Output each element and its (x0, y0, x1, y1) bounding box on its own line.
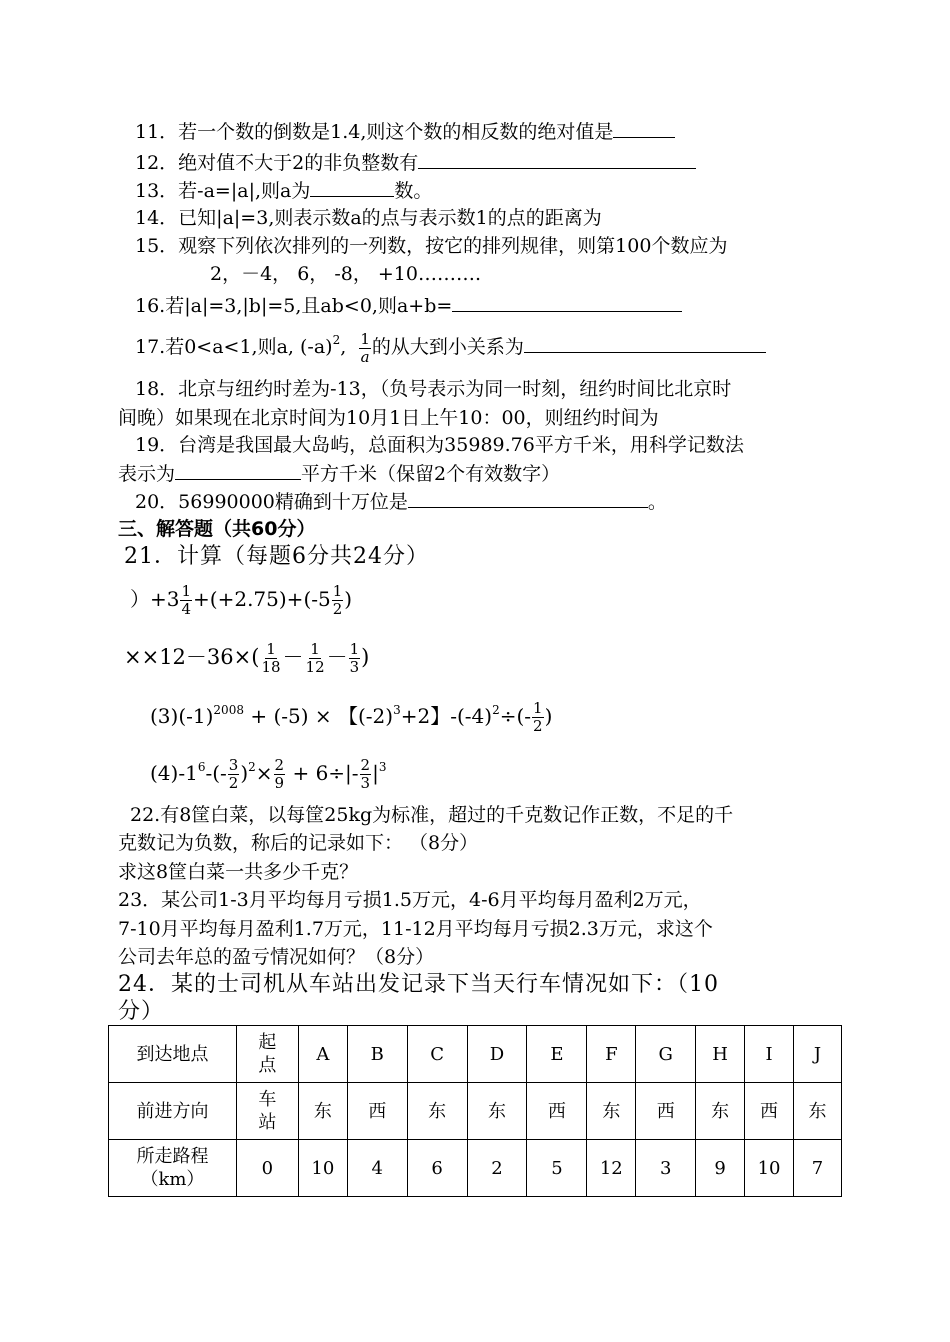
table-row-destination (109, 1026, 842, 1083)
fraction-one-over-a: $\frac{1}{a}$ (360, 329, 370, 366)
fraction-1-2: $\frac{1}{2}$ (533, 699, 543, 735)
question-16: 16.若|a|=3,|b|=5,且ab<0,则a+b= (135, 293, 682, 318)
table-cell: 西 (745, 1083, 794, 1140)
table-cell: 东 (696, 1083, 745, 1140)
table-cell: 西 (347, 1083, 407, 1140)
table-cell: C (407, 1026, 467, 1083)
question-23-line3: 公司去年总的盈亏情况如何？（8分） (118, 946, 435, 968)
sequence-line: 2，－4， 6， -8， +10………. (210, 263, 482, 285)
question-23-line1: 23．某公司1-3月平均每月亏损1.5万元，4-6月平均每月盈利2万元， (118, 889, 702, 911)
table-cell: 2 (467, 1140, 527, 1197)
answer-blank[interactable] (408, 489, 648, 508)
table-cell: 6 (407, 1140, 467, 1197)
question-18-line1: 18．北京与纽约时差为-13，（负号表示为同一时刻，纽约时间比北京时 (135, 378, 732, 400)
table-cell: 12 (587, 1140, 636, 1197)
table-cell: 西 (527, 1083, 587, 1140)
table-cell: J (794, 1026, 842, 1083)
question-22-line3: 求这8筐白菜一共多少千克？ (118, 861, 359, 883)
question-19-line1: 19．台湾是我国最大岛屿，总面积为35989.76平方千米，用科学记数法 (135, 434, 744, 456)
table-cell: 东 (587, 1083, 636, 1140)
question-17: 17.若0<a<1,则a, $(-a)^2$, $\frac{1}{a}$ 的从大到小关系为 (135, 328, 766, 366)
answer-blank[interactable] (613, 119, 675, 138)
question-14: 14．已知|a|=3,则表示数a的点与表示数1的点的距离为 (135, 207, 602, 229)
question-24-line2: 分） (118, 999, 165, 1024)
table-cell: G (636, 1026, 696, 1083)
section-three-heading: 三、解答题（共60分） (118, 518, 316, 540)
question-13: 13．若-a=|a|,则a为 数。 (135, 180, 433, 202)
table-cell: D (467, 1026, 527, 1083)
table-cell: 10 (745, 1140, 794, 1197)
table-cell: 前进方向 (109, 1083, 237, 1140)
fraction-1-4: $\frac{1}{4}$ (181, 582, 192, 618)
table-cell: 所走路程（km） (109, 1140, 237, 1197)
answer-blank[interactable] (175, 461, 301, 480)
fraction-2-3: $\frac{2}{3}$ (360, 756, 371, 792)
table-cell: 起点 (236, 1026, 298, 1083)
answer-blank[interactable] (524, 334, 766, 353)
table-cell: 东 (407, 1083, 467, 1140)
question-22-line1: 22.有8筐白菜，以每筐25kg为标准，超过的千克数记作正数，不足的千 (130, 804, 734, 826)
table-cell: F (587, 1026, 636, 1083)
fraction-2-9: $\frac{2}{9}$ (274, 756, 285, 792)
question-22-line2: 克数记为负数，称后的记录如下： （8分） (118, 832, 479, 854)
table-cell: 3 (636, 1140, 696, 1197)
answer-blank[interactable] (310, 178, 394, 197)
table-cell: 东 (794, 1083, 842, 1140)
calc-4: $(4)-1^6-(-$ $\frac{3}{2}$ )$^2$× $\frac{2}{9}$ + 6÷|- $\frac{2}{3}$ $|^3$ (150, 756, 387, 792)
table-cell: H (696, 1026, 745, 1083)
fraction-1-2: $\frac{1}{2}$ (332, 582, 343, 618)
table-cell: 东 (467, 1083, 527, 1140)
question-15: 15．观察下列依次排列的一列数，按它的排列规律，则第100个数应为 (135, 235, 728, 257)
calc-2: ××12－36×( $\frac{1}{18}$ － $\frac{1}{12}$ － $\frac{1}{3}$ ) (124, 640, 370, 676)
taxi-record-table (108, 1025, 842, 1197)
question-23-line2: 7-10月平均每月盈利1.7万元，11-12月平均每月亏损2.3万元，求这个 (118, 918, 713, 940)
question-11: 11．若一个数的倒数是1.4,则这个数的相反数的绝对值是 (135, 119, 675, 144)
table-cell: 东 (298, 1083, 347, 1140)
table-cell: 西 (636, 1083, 696, 1140)
table-cell: 0 (236, 1140, 298, 1197)
fraction-1-18: $\frac{1}{18}$ (261, 640, 281, 676)
answer-blank[interactable] (418, 150, 696, 169)
table-cell: I (745, 1026, 794, 1083)
question-21-title: 21．计算（每题6分共24分） (124, 544, 429, 569)
table-cell: A (298, 1026, 347, 1083)
table-cell: E (527, 1026, 587, 1083)
question-24-line1: 24．某的士司机从车站出发记录下当天行车情况如下：（10 (118, 972, 719, 997)
table-cell: 5 (527, 1140, 587, 1197)
table-cell: 车站 (236, 1083, 298, 1140)
table-cell: B (347, 1026, 407, 1083)
fraction-1-3: $\frac{1}{3}$ (349, 640, 360, 676)
question-19-line2: 表示为 平方千米（保留2个有效数字） (118, 463, 561, 485)
table-row-direction (109, 1083, 842, 1140)
fraction-3-2: $\frac{3}{2}$ (228, 756, 239, 792)
fraction-1-12: $\frac{1}{12}$ (305, 640, 325, 676)
answer-blank[interactable] (452, 293, 682, 312)
table-row-distance (109, 1140, 842, 1197)
question-18-line2: 间晚）如果现在北京时间为10月1日上午10：00，则纽约时间为 (118, 407, 659, 429)
question-20: 20．56990000精确到十万位是 。 (135, 491, 667, 513)
table-cell: 9 (696, 1140, 745, 1197)
calc-3: $(3)(-1)^{2008} + (-5)$ × 【$(-2)^3+2$】$-(-4)^2\div(-$ $\frac{1}{2}$ ) (150, 699, 553, 735)
calc-1: ）+3 $\frac{1}{4}$ +(+2.75)+(-5 $\frac{1}{2}$ ) (130, 582, 353, 618)
table-cell: 4 (347, 1140, 407, 1197)
question-12: 12．绝对值不大于2的非负整数有 (135, 150, 696, 175)
table-cell: 到达地点 (109, 1026, 237, 1083)
table-cell: 10 (298, 1140, 347, 1197)
table-cell: 7 (794, 1140, 842, 1197)
